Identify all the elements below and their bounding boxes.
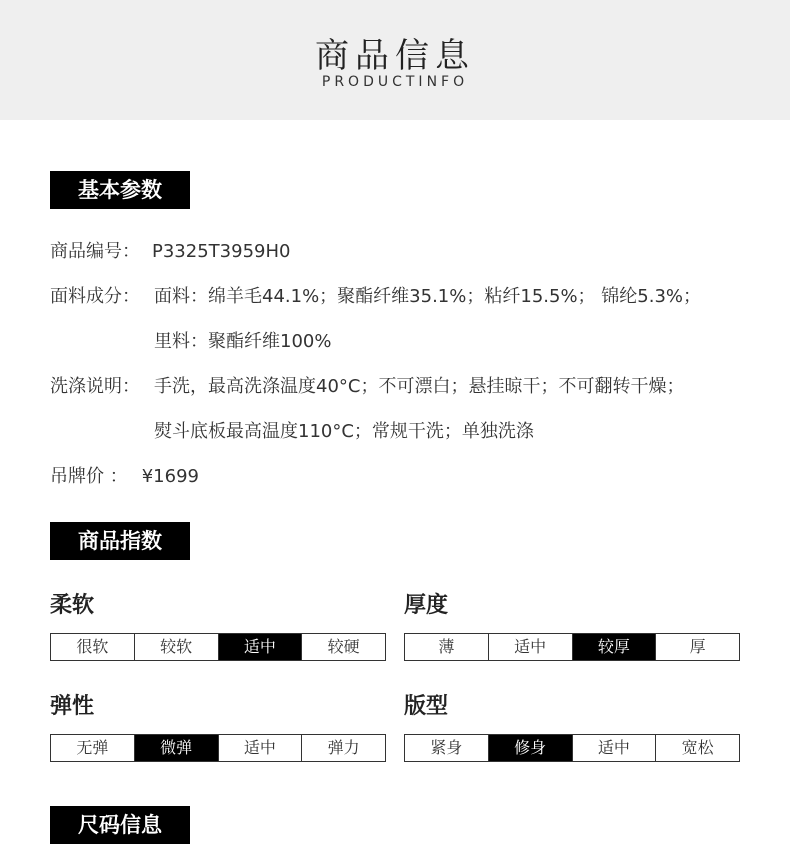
fabric-row — [50, 282, 140, 308]
scale-option: 无弹 — [51, 735, 135, 761]
scale-option: 宽松 — [681, 738, 714, 757]
page-subtitle: PRODUCTINFO — [321, 74, 469, 90]
section-label-index: 商品指数 — [50, 522, 190, 560]
product-code-row — [50, 237, 290, 263]
section-label-size: 尺码信息 — [50, 806, 190, 844]
scale-option: 适中 — [573, 735, 657, 761]
scale-option: 较硬 — [327, 637, 360, 656]
product-code-value: P3325T3959H0 — [152, 241, 291, 262]
wash-line-1: 手洗，最高洗涤温度40°C；不可漂白；悬挂晾干；不可翻转干燥； — [154, 376, 685, 397]
scale-option: 弹力 — [327, 738, 360, 757]
price-label: 吊牌价 ： — [50, 466, 128, 487]
section-label-basic: 基本参数 — [50, 171, 190, 209]
scale-option: 薄 — [405, 634, 489, 660]
wash-label: 洗涤说明： — [50, 376, 140, 397]
scale-option: 厚 — [689, 637, 706, 656]
index-scale-fit — [404, 734, 740, 762]
scale-option: 较软 — [135, 634, 219, 660]
product-code-label: 商品编号： — [50, 241, 140, 262]
fabric-line-2: 里料：聚酯纤维100% — [154, 331, 332, 352]
index-scale-elasticity — [50, 734, 386, 762]
wash-row — [50, 372, 140, 398]
wash-line-2: 熨斗底板最高温度110°C；常规干洗；单独洗涤 — [154, 421, 534, 442]
scale-option: 适中 — [219, 735, 303, 761]
fabric-label: 面料成分： — [50, 286, 140, 307]
index-title-thickness: 厚度 — [404, 593, 449, 618]
scale-option: 微弹 — [135, 735, 219, 761]
index-title-fit: 版型 — [404, 694, 449, 719]
page-title: 商品信息 — [315, 36, 475, 76]
scale-option: 较厚 — [573, 634, 657, 660]
scale-option: 适中 — [219, 634, 303, 660]
scale-option: 很软 — [51, 634, 135, 660]
scale-option: 紧身 — [405, 735, 489, 761]
scale-option: 适中 — [489, 634, 573, 660]
index-title-softness: 柔软 — [50, 593, 95, 618]
price-row — [50, 462, 199, 488]
scale-option: 修身 — [489, 735, 573, 761]
index-title-elasticity: 弹性 — [50, 694, 95, 719]
index-scale-thickness — [404, 633, 740, 661]
fabric-line-1: 面料：绵羊毛44.1%；聚酯纤维35.1%；粘纤15.5%； 锦纶5.3%； — [154, 286, 701, 307]
price-value: ¥1699 — [141, 466, 199, 487]
header-banner — [0, 0, 790, 120]
index-scale-softness — [50, 633, 386, 661]
